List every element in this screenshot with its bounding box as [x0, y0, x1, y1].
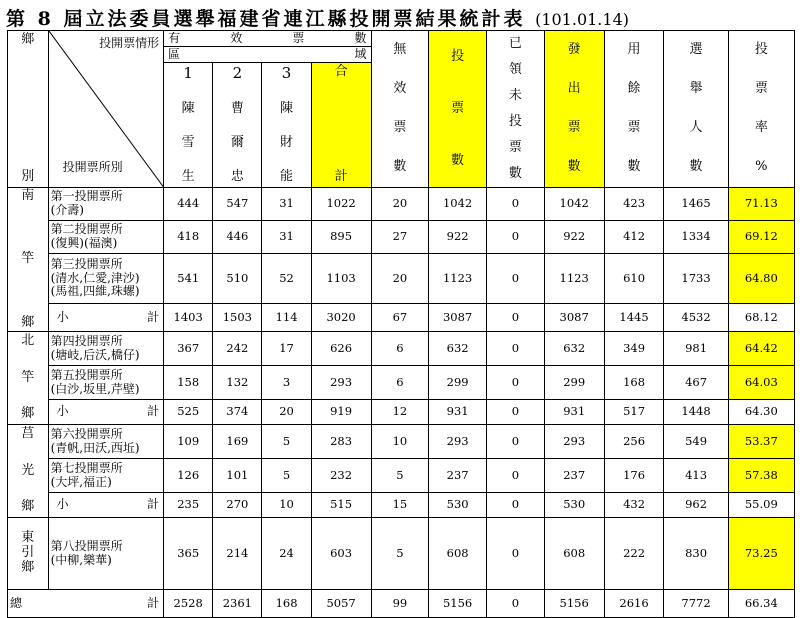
- value-cell: 5057: [311, 590, 371, 618]
- value-cell: 5: [371, 459, 429, 493]
- value-cell: 608: [429, 518, 487, 590]
- label-text: 票: [292, 30, 305, 45]
- label-text: 投: [451, 48, 465, 64]
- label-text: 3: [281, 64, 292, 83]
- value-cell: 7772: [664, 590, 728, 618]
- table-row: [8, 254, 795, 304]
- value-cell: 365: [164, 518, 213, 590]
- value-cell: 17: [262, 332, 311, 366]
- label-text: 東: [21, 530, 35, 546]
- value-cell: 176: [604, 459, 664, 493]
- station-label: [48, 188, 163, 221]
- label-text: 第一投開票所: [50, 189, 123, 204]
- label-text: 計: [334, 169, 348, 185]
- value-cell: 1103: [311, 254, 371, 304]
- value-cell: 1445: [604, 304, 664, 332]
- value-cell: 293: [311, 366, 371, 400]
- value-cell: 931: [429, 400, 487, 425]
- label-text: 竿: [21, 369, 35, 385]
- label-text: 票: [508, 139, 522, 155]
- label-text: 小: [56, 404, 69, 419]
- label-text: 數: [627, 159, 641, 175]
- turnout-cell: 69.12: [728, 221, 794, 254]
- value-cell: 1123: [429, 254, 487, 304]
- label-text: 數: [354, 30, 367, 45]
- table-row: [8, 459, 795, 493]
- grand-total-row: [8, 590, 795, 618]
- label-text: 發: [567, 42, 581, 58]
- label-text: 爾: [230, 134, 244, 150]
- subtotal-label: [48, 400, 163, 425]
- diag-top-label: 投開票情形: [99, 36, 160, 50]
- value-cell: 922: [429, 221, 487, 254]
- value-cell: 5: [371, 518, 429, 590]
- label-text: 陳: [280, 100, 294, 116]
- value-cell: 5: [262, 425, 311, 459]
- label-text: 雪: [181, 134, 195, 150]
- township-nangan: [8, 188, 49, 332]
- value-cell: 981: [664, 332, 728, 366]
- table-row: [8, 221, 795, 254]
- label-text: (大坪,福正): [50, 474, 112, 489]
- value-cell: 299: [544, 366, 604, 400]
- candidate-2-header: [213, 63, 262, 188]
- value-cell: 168: [604, 366, 664, 400]
- value-cell: 256: [604, 425, 664, 459]
- label-text: 舉: [689, 81, 703, 97]
- value-cell: 283: [311, 425, 371, 459]
- value-cell: 15: [371, 493, 429, 518]
- label-text: 南: [21, 187, 35, 203]
- candidate-1-header: [164, 63, 213, 188]
- title-main: 第 8 屆立法委員選舉福建省連江縣投開票結果統計表: [6, 8, 526, 30]
- label-text: 鄉: [21, 559, 35, 575]
- value-cell: 0: [487, 221, 545, 254]
- value-cell: 10: [371, 425, 429, 459]
- value-cell: 293: [429, 425, 487, 459]
- turnout-cell: 53.37: [728, 425, 794, 459]
- value-cell: 6: [371, 366, 429, 400]
- value-cell: 608: [544, 518, 604, 590]
- label-text: (塘岐,后沃,橋仔): [50, 347, 140, 362]
- value-cell: 962: [664, 493, 728, 518]
- title-date: (101.01.14): [535, 10, 629, 29]
- value-cell: 10: [262, 493, 311, 518]
- subtotal-row: [8, 400, 795, 425]
- label-text: 生: [181, 169, 195, 185]
- value-cell: 99: [371, 590, 429, 618]
- value-cell: 1123: [544, 254, 604, 304]
- remaining-header: [604, 31, 664, 188]
- subtotal-label: [48, 304, 163, 332]
- township-juguang: [8, 425, 49, 518]
- label-text: 域: [354, 46, 367, 61]
- value-cell: 5: [262, 459, 311, 493]
- results-table: [7, 30, 795, 618]
- value-cell: 232: [311, 459, 371, 493]
- value-cell: 4532: [664, 304, 728, 332]
- label-text: 鄉: [21, 314, 35, 330]
- label-text: 光: [21, 462, 35, 478]
- label-text: 財: [280, 134, 294, 150]
- township-header: [8, 31, 49, 188]
- label-text: 第二投開票所: [50, 222, 123, 237]
- value-cell: 68.12: [728, 304, 794, 332]
- label-text: 小: [56, 309, 69, 324]
- label-text: 第八投開票所: [50, 538, 123, 553]
- value-cell: 24: [262, 518, 311, 590]
- value-cell: 0: [487, 304, 545, 332]
- label-text: 1: [183, 64, 193, 83]
- label-text: 第五投開票所: [50, 367, 123, 382]
- value-cell: 0: [487, 332, 545, 366]
- label-text: 票: [627, 120, 641, 136]
- station-label: [48, 366, 163, 400]
- value-cell: 109: [164, 425, 213, 459]
- value-cell: 919: [311, 400, 371, 425]
- label-text: 票: [754, 81, 768, 97]
- voters-header: [664, 31, 728, 188]
- subtotal-row: [8, 304, 795, 332]
- label-text: (清水,仁愛,津沙): [50, 270, 140, 285]
- label-text: 小: [56, 497, 69, 512]
- label-text: 第六投開票所: [50, 426, 123, 441]
- label-text: 鄉: [21, 32, 35, 47]
- votes-cast-header: [429, 31, 487, 188]
- turnout-cell: 64.80: [728, 254, 794, 304]
- district-header: [164, 47, 371, 63]
- label-text: 率: [754, 120, 768, 136]
- value-cell: 3: [262, 366, 311, 400]
- value-cell: 432: [604, 493, 664, 518]
- station-label: [48, 425, 163, 459]
- label-text: (白沙,坂里,芹壁): [50, 381, 140, 396]
- value-cell: 20: [371, 188, 429, 221]
- value-cell: 20: [262, 400, 311, 425]
- value-cell: 510: [213, 254, 262, 304]
- label-text: 忠: [230, 169, 244, 185]
- value-cell: 20: [371, 254, 429, 304]
- value-cell: 530: [429, 493, 487, 518]
- label-text: 鄉: [21, 406, 35, 422]
- station-label: [48, 459, 163, 493]
- value-cell: 66.34: [728, 590, 794, 618]
- value-cell: 632: [544, 332, 604, 366]
- value-cell: 235: [164, 493, 213, 518]
- label-text: 北: [21, 333, 35, 348]
- value-cell: 922: [544, 221, 604, 254]
- value-cell: 517: [604, 400, 664, 425]
- label-text: %: [755, 159, 768, 175]
- value-cell: 0: [487, 366, 545, 400]
- invalid-header: [371, 31, 429, 188]
- value-cell: 31: [262, 188, 311, 221]
- value-cell: 169: [213, 425, 262, 459]
- value-cell: 270: [213, 493, 262, 518]
- label-text: 第三投開票所: [50, 256, 123, 271]
- value-cell: 242: [213, 332, 262, 366]
- turnout-cell: 64.03: [728, 366, 794, 400]
- value-cell: 299: [429, 366, 487, 400]
- label-text: 莒: [21, 426, 35, 441]
- value-cell: 52: [262, 254, 311, 304]
- label-text: 票: [451, 100, 465, 116]
- value-cell: 1733: [664, 254, 728, 304]
- value-cell: 374: [213, 400, 262, 425]
- label-text: 效: [230, 30, 243, 45]
- station-label: [48, 518, 163, 590]
- value-cell: 0: [487, 254, 545, 304]
- value-cell: 3020: [311, 304, 371, 332]
- table-row: [8, 518, 795, 590]
- label-text: 數: [393, 159, 407, 175]
- value-cell: 214: [213, 518, 262, 590]
- value-cell: 6: [371, 332, 429, 366]
- table-row: [8, 188, 795, 221]
- value-cell: 830: [664, 518, 728, 590]
- value-cell: 1403: [164, 304, 213, 332]
- value-cell: 349: [604, 332, 664, 366]
- value-cell: 1334: [664, 221, 728, 254]
- label-text: 數: [567, 159, 581, 175]
- label-text: 已: [508, 35, 522, 51]
- label-text: 用: [627, 42, 641, 58]
- value-cell: 1503: [213, 304, 262, 332]
- label-text: 效: [393, 81, 407, 97]
- label-text: 投: [508, 113, 522, 129]
- candidate-3-header: [262, 63, 311, 188]
- turnout-header: [728, 31, 794, 188]
- label-text: 計: [147, 497, 160, 512]
- value-cell: 467: [664, 366, 728, 400]
- label-text: 計: [147, 404, 160, 419]
- label-text: 計: [147, 309, 160, 324]
- value-cell: 547: [213, 188, 262, 221]
- turnout-cell: 73.25: [728, 518, 794, 590]
- label-text: (馬祖,四維,珠螺): [50, 284, 140, 299]
- label-text: 餘: [627, 81, 641, 97]
- value-cell: 525: [164, 400, 213, 425]
- value-cell: 423: [604, 188, 664, 221]
- label-text: 竿: [21, 251, 35, 267]
- label-text: 區: [168, 46, 181, 61]
- total-header: [311, 63, 371, 188]
- value-cell: 126: [164, 459, 213, 493]
- valid-votes-header: [164, 31, 371, 47]
- label-text: 數: [508, 165, 522, 181]
- value-cell: 1465: [664, 188, 728, 221]
- value-cell: 222: [604, 518, 664, 590]
- table-row: [8, 332, 795, 366]
- label-text: 別: [21, 169, 35, 185]
- label-text: 票: [567, 120, 581, 136]
- label-text: 第四投開票所: [50, 333, 123, 348]
- value-cell: 412: [604, 221, 664, 254]
- value-cell: 418: [164, 221, 213, 254]
- value-cell: 632: [429, 332, 487, 366]
- value-cell: 541: [164, 254, 213, 304]
- value-cell: 549: [664, 425, 728, 459]
- value-cell: 3087: [429, 304, 487, 332]
- issued-header: [544, 31, 604, 188]
- diagonal-header: [48, 31, 163, 188]
- value-cell: 12: [371, 400, 429, 425]
- label-text: 出: [567, 81, 581, 97]
- label-text: (介壽): [50, 203, 84, 217]
- value-cell: 0: [487, 493, 545, 518]
- label-text: (青帆,田沃,西坵): [50, 440, 140, 455]
- value-cell: 64.30: [728, 400, 794, 425]
- label-text: 票: [393, 120, 407, 136]
- value-cell: 1022: [311, 188, 371, 221]
- value-cell: 55.09: [728, 493, 794, 518]
- grand-total-label: [8, 590, 164, 618]
- township-dongyin: [8, 518, 49, 590]
- value-cell: 237: [544, 459, 604, 493]
- value-cell: 0: [487, 400, 545, 425]
- value-cell: 101: [213, 459, 262, 493]
- turnout-cell: 71.13: [728, 188, 794, 221]
- diag-bottom-label: 投開票所別: [62, 160, 123, 175]
- value-cell: 168: [262, 590, 311, 618]
- value-cell: 0: [487, 459, 545, 493]
- table-row: [8, 366, 795, 400]
- value-cell: 2528: [164, 590, 213, 618]
- value-cell: 237: [429, 459, 487, 493]
- subtotal-row: [8, 493, 795, 518]
- value-cell: 530: [544, 493, 604, 518]
- label-text: 數: [689, 159, 703, 175]
- label-text: 2: [232, 64, 243, 83]
- value-cell: 1042: [429, 188, 487, 221]
- station-label: [48, 332, 163, 366]
- page-title: [6, 4, 796, 30]
- label-text: 引: [21, 545, 35, 561]
- label-text: 未: [508, 87, 522, 103]
- label-text: 人: [689, 120, 703, 136]
- label-text: 第七投開票所: [50, 460, 123, 475]
- label-text: 鄉: [21, 499, 35, 515]
- label-text: (復興)(福澳): [50, 236, 118, 250]
- value-cell: 132: [213, 366, 262, 400]
- value-cell: 2361: [213, 590, 262, 618]
- value-cell: 515: [311, 493, 371, 518]
- value-cell: 0: [487, 425, 545, 459]
- label-text: 陳: [181, 100, 195, 116]
- label-text: 合: [334, 64, 348, 80]
- value-cell: 293: [544, 425, 604, 459]
- value-cell: 67: [371, 304, 429, 332]
- label-text: 選: [689, 42, 703, 58]
- value-cell: 931: [544, 400, 604, 425]
- value-cell: 1042: [544, 188, 604, 221]
- label-text: 曹: [230, 100, 244, 116]
- label-text: 有: [168, 30, 181, 45]
- value-cell: 610: [604, 254, 664, 304]
- value-cell: 413: [664, 459, 728, 493]
- label-text: 無: [393, 42, 407, 58]
- value-cell: 114: [262, 304, 311, 332]
- value-cell: 27: [371, 221, 429, 254]
- label-text: 數: [451, 152, 465, 168]
- value-cell: 603: [311, 518, 371, 590]
- label-text: 計: [147, 595, 160, 610]
- label-text: 總: [10, 595, 23, 610]
- subtotal-label: [48, 493, 163, 518]
- station-label: [48, 221, 163, 254]
- label-text: 投: [754, 42, 768, 58]
- label-text: (中柳,樂華): [50, 552, 112, 567]
- label-text: 領: [508, 61, 522, 77]
- value-cell: 444: [164, 188, 213, 221]
- value-cell: 626: [311, 332, 371, 366]
- value-cell: 158: [164, 366, 213, 400]
- value-cell: 367: [164, 332, 213, 366]
- value-cell: 5156: [429, 590, 487, 618]
- value-cell: 2616: [604, 590, 664, 618]
- value-cell: 446: [213, 221, 262, 254]
- value-cell: 1448: [664, 400, 728, 425]
- value-cell: 5156: [544, 590, 604, 618]
- value-cell: 0: [487, 518, 545, 590]
- table-row: [8, 425, 795, 459]
- unreceived-header: [487, 31, 545, 188]
- township-beigan: [8, 332, 49, 425]
- value-cell: 31: [262, 221, 311, 254]
- value-cell: 0: [487, 590, 545, 618]
- value-cell: 3087: [544, 304, 604, 332]
- station-label: [48, 254, 163, 304]
- turnout-cell: 64.42: [728, 332, 794, 366]
- value-cell: 895: [311, 221, 371, 254]
- value-cell: 0: [487, 188, 545, 221]
- turnout-cell: 57.38: [728, 459, 794, 493]
- label-text: 能: [280, 169, 294, 185]
